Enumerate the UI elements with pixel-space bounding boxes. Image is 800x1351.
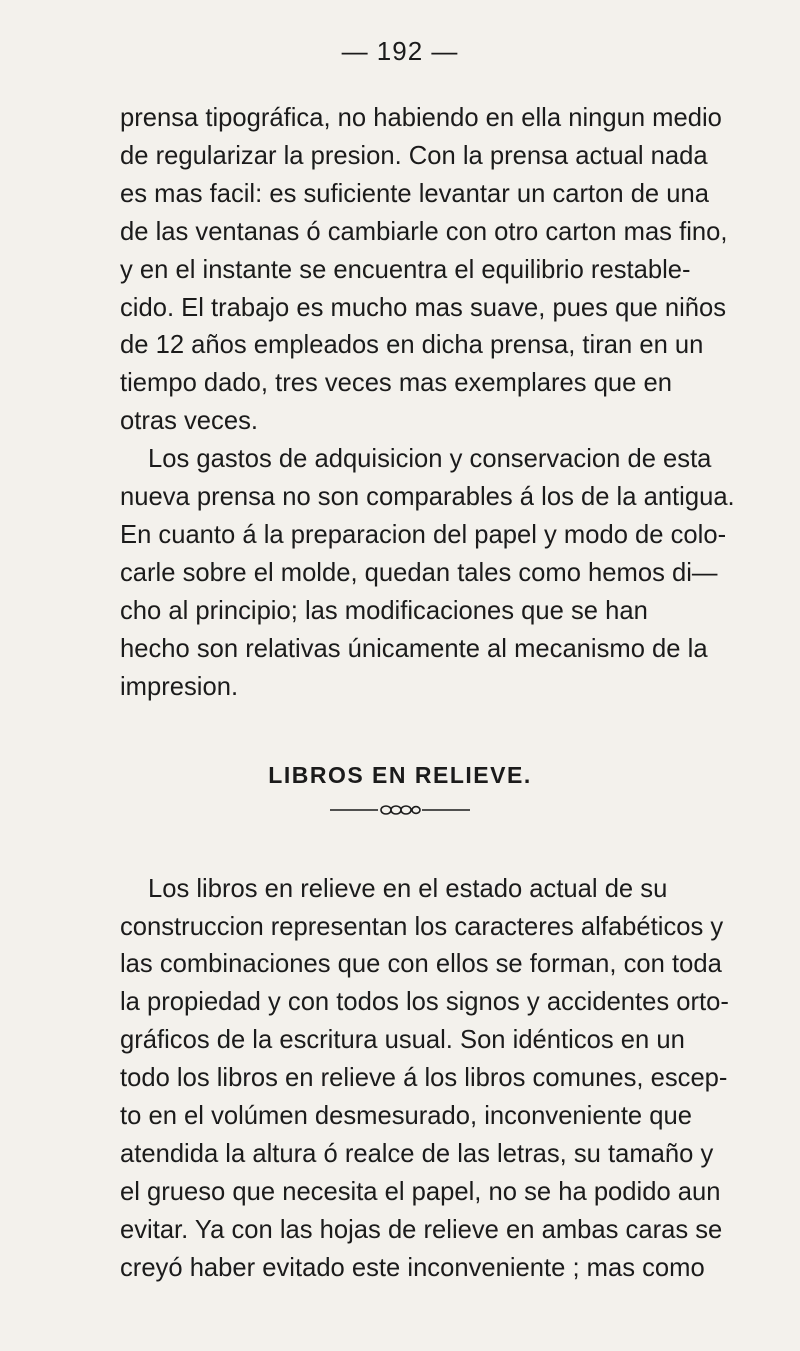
text-line: la propiedad y con todos los signos y accidentes orto- (120, 988, 729, 1017)
text-line: Los libros en relieve en el estado actual de su (148, 874, 668, 903)
paragraph-3 (120, 871, 738, 1288)
text-line: creyó haber evitado este inconveniente ; mas como (120, 1253, 705, 1282)
text-line: las combinaciones que con ellos se forman, con toda (120, 950, 722, 979)
text-line: carle sobre el molde, quedan tales como hemos di— (120, 558, 718, 587)
text-line: hecho son relativas únicamente al mecanismo de la (120, 634, 708, 663)
text-line: el grueso que necesita el papel, no se ha podido aun (120, 1177, 721, 1206)
text-line: cido. El trabajo es mucho mas suave, pues que niños (120, 293, 727, 322)
text-line: atendida la altura ó realce de las letras, su tamaño y (120, 1139, 714, 1168)
text-line: de regularizar la presion. Con la prensa actual nada (120, 141, 708, 170)
text-line: gráficos de la escritura usual. Son idénticos en un (120, 1026, 685, 1055)
paragraph-2 (120, 441, 735, 706)
text-line: otras veces. (120, 407, 258, 436)
text-line: to en el volúmen desmesurado, inconveniente que (120, 1102, 692, 1131)
text-line: tiempo dado, tres veces mas exemplares que en (120, 369, 672, 398)
text-line: de las ventanas ó cambiarle con otro carton mas fino, (120, 217, 728, 246)
text-line: y en el instante se encuentra el equilibrio restable- (120, 255, 691, 284)
text-line: impresion. (120, 672, 239, 701)
text-line: es mas facil: es suficiente levantar un carton de una (120, 179, 709, 208)
lower-text (120, 845, 738, 1313)
text-line: de 12 años empleados en dicha prensa, tiran en un (120, 331, 704, 360)
text-line: cho al principio; las modificaciones que se han (120, 596, 648, 625)
section-heading: LIBROS EN RELIEVE. (268, 762, 532, 788)
text-line: nueva prensa no son comparables á los de la antigua. (120, 483, 735, 512)
text-line: todo los libros en relieve á los libros comunes, escep- (120, 1064, 728, 1093)
paragraph-1 (120, 100, 732, 441)
page-number: — 192 — (341, 36, 459, 66)
text-line: construccion representan los caracteres alfabéticos y (120, 912, 724, 941)
ornament-divider (330, 804, 470, 816)
text-line: Los gastos de adquisicion y conservacion de esta (148, 445, 712, 474)
upper-text (120, 100, 735, 707)
text-line: evitar. Ya con las hojas de relieve en ambas caras se (120, 1215, 723, 1244)
text-line: prensa tipográfica, no habiendo en ella ningun medio (120, 104, 722, 132)
text-line: En cuanto á la preparacion del papel y modo de colo- (120, 520, 727, 549)
